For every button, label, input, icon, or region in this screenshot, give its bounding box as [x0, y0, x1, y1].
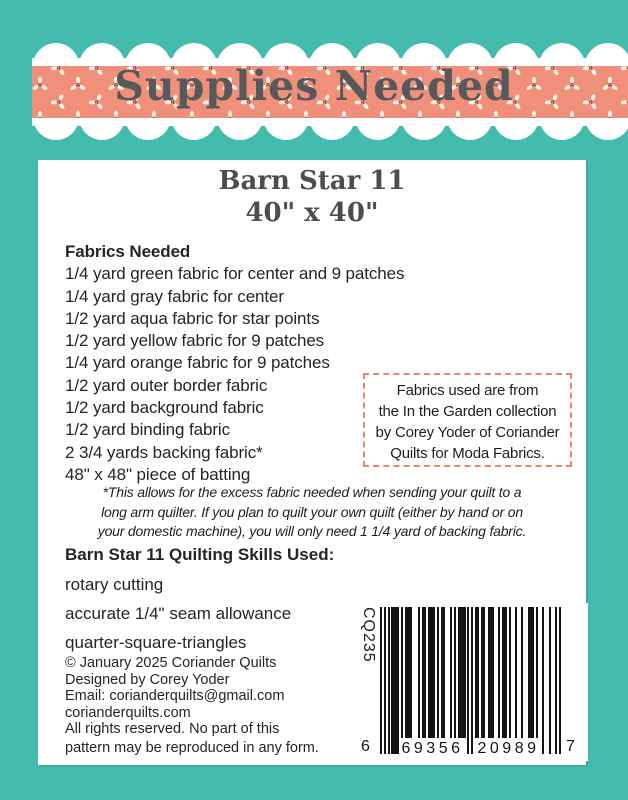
skills-heading: Barn Star 11 Quilting Skills Used: [65, 545, 335, 564]
pattern-title: Barn Star 11 [218, 166, 406, 196]
barcode-bar [492, 607, 494, 738]
credit-line: Email: corianderquilts@gmail.com [65, 688, 285, 704]
fabric-item: 1/2 yard background fabric [65, 398, 264, 418]
fabric-item: 1/2 yard aqua fabric for star points [65, 308, 320, 328]
fabric-item: 1/2 yard outer border fabric [65, 375, 268, 395]
backing-note-line: *This allows for the excess fabric needed when sending your quilt to a [102, 484, 522, 500]
barcode-bar [450, 607, 452, 738]
barcode-bar [536, 607, 538, 738]
skill-item: rotary cutting [65, 575, 164, 594]
barcode-bar [515, 607, 517, 738]
rights-line: pattern may be reproduced in any form. [65, 740, 319, 756]
fabric-item: 1/4 yard gray fabric for center [65, 286, 284, 306]
barcode-bar [471, 607, 473, 754]
note-line: the In the Garden collection [378, 403, 557, 420]
barcode-digit-group: 7 [566, 738, 575, 755]
fabric-item: 1/4 yard orange fabric for 9 patches [65, 353, 330, 373]
barcode-bar [505, 607, 507, 738]
barcode-bar [454, 607, 456, 738]
fabrics-section [65, 241, 404, 486]
barcode-bar [532, 607, 534, 738]
credit-line: © January 2025 Coriander Quilts [65, 655, 277, 671]
barcode-bar [542, 607, 544, 754]
fabric-item: 1/4 yard green fabric for center and 9 patches [65, 264, 405, 284]
fabric-item: 2 3/4 yards backing fabric* [65, 442, 263, 462]
barcode-digit-group: 20989 [477, 740, 540, 757]
barcode-bar [443, 607, 445, 738]
barcode-bar [397, 607, 399, 754]
barcode-bar [559, 607, 561, 754]
credit-line: Designed by Corey Yoder [65, 671, 230, 688]
barcode-bar [509, 607, 511, 738]
barcode-bar [464, 607, 466, 738]
barcode-bar [418, 607, 420, 738]
fabric-item: 1/2 yard binding fabric [65, 420, 230, 440]
fabrics-heading: Fabrics Needed [65, 242, 191, 261]
barcode-bar [521, 607, 523, 738]
barcode-bar [483, 607, 485, 738]
barcode-digit-group: 6 [361, 738, 370, 755]
barcode-bar [437, 607, 439, 738]
barcode-bar [433, 607, 435, 738]
barcode-bar [384, 607, 386, 754]
barcode-bar [477, 607, 479, 738]
page-title: Supplies Needed [114, 62, 514, 110]
barcode-bar [424, 607, 426, 738]
fabric-collection-note [363, 373, 572, 467]
pattern-size: 40" x 40" [245, 198, 379, 228]
barcode-bar [555, 607, 557, 754]
skill-item: accurate 1/4" seam allowance [65, 604, 292, 623]
skills-section [65, 543, 334, 657]
barcode-bars [380, 607, 563, 757]
fabric-item: 1/2 yard yellow fabric for 9 patches [65, 331, 325, 351]
note-line: by Corey Yoder of Coriander [375, 424, 560, 441]
barcode-digit-group: 69356 [401, 740, 464, 757]
skill-item: quarter-square-triangles [65, 633, 247, 652]
backing-note-line: long arm quilter. If you plan to quilt your own quilt (either by hand or on [101, 503, 523, 520]
barcode-bar [388, 607, 390, 754]
credit-line: corianderquilts.com [65, 704, 191, 721]
note-line: Quilts for Moda Fabrics. [390, 445, 545, 462]
barcode-bar [498, 607, 500, 738]
barcode-bar [549, 607, 551, 754]
backing-fabric-note [38, 483, 586, 542]
rights-block [65, 720, 319, 758]
barcode [353, 603, 588, 761]
barcode-bar [467, 607, 469, 754]
rights-line: All rights reserved. No part of this [65, 721, 280, 737]
barcode-bar [401, 607, 403, 738]
backing-note-line: your domestic machine), you will only need 1 1/4 yard of backing fabric. [97, 523, 527, 539]
barcode-bar [380, 607, 382, 754]
credits-block [65, 655, 284, 721]
barcode-sku: CQ235 [360, 607, 377, 663]
fabric-item: 48" x 48" piece of batting [65, 464, 251, 484]
barcode-bar [410, 607, 412, 738]
content-card [38, 160, 586, 765]
note-line: Fabrics used are from [396, 382, 539, 399]
